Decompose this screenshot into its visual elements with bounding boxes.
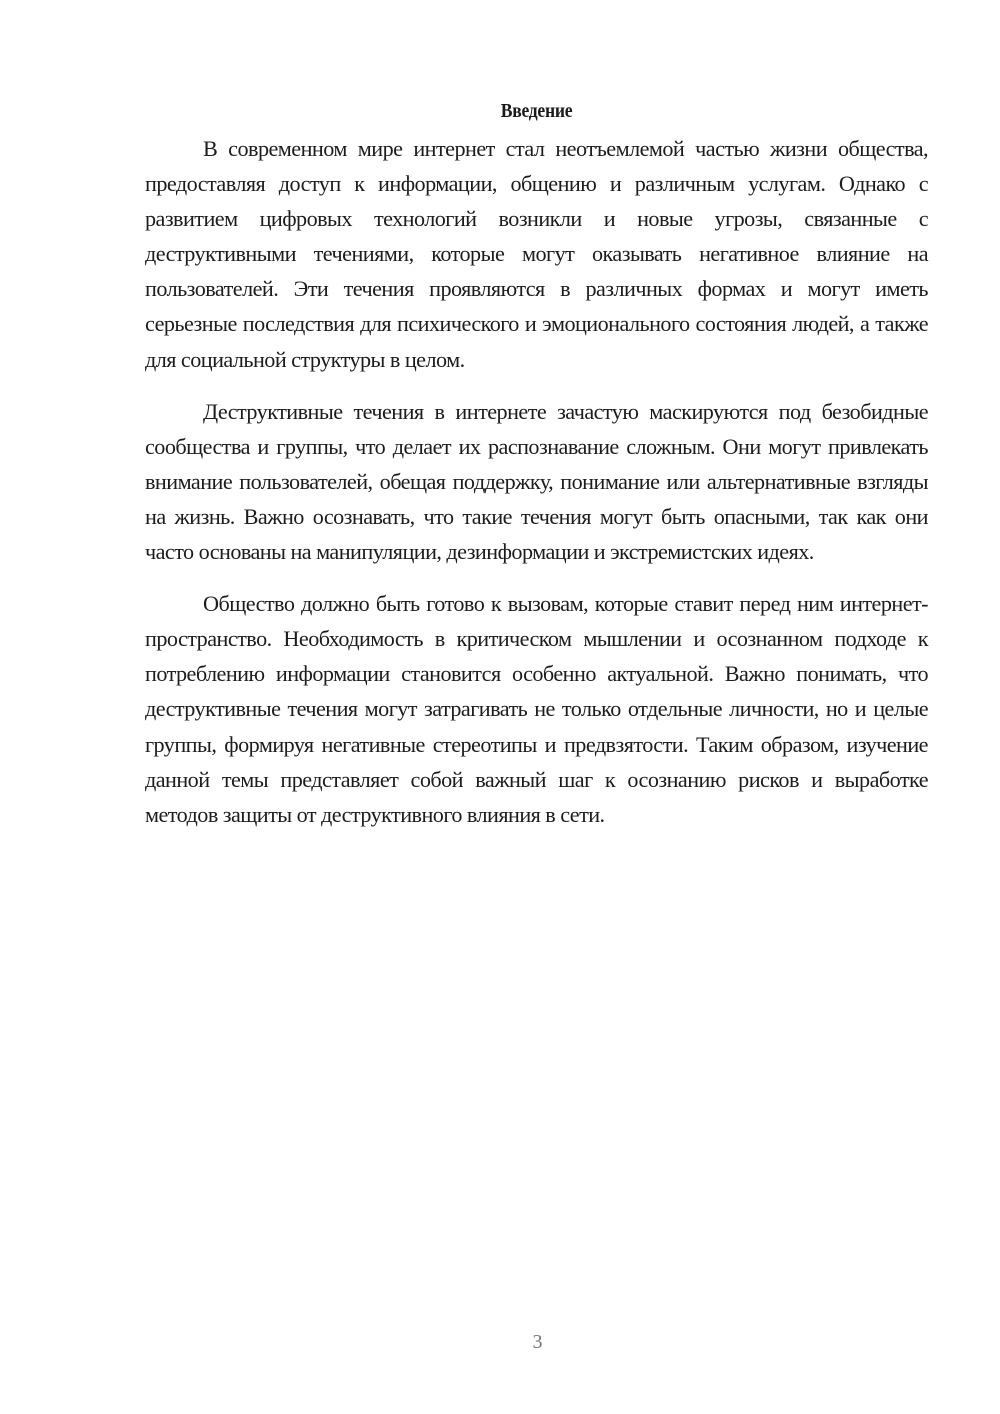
paragraph-3: Общество должно быть готово к вызовам, которые ставит перед ним интернет-пространство. Необходимость в критическом мышлении и осознанном подходе к потреблению информации становится особенно актуальной. Важно понимать, что деструктивные течения могут затрагивать не только отдельные личности, но и целые группы, формируя негативные стереотипы и предвзятости. Таким образом, изучение данной темы представляет собой важный шаг к осознанию рисков и выработке методов защиты от деструктивного влияния в сети.: [145, 591, 928, 827]
section-title: Введение: [500, 100, 573, 122]
page-number: 3: [532, 1331, 543, 1353]
paragraph-1: В современном мире интернет стал неотъемлемой частью жизни общества, предоставляя доступ к информации, общению и различным услугам. Однако с развитием цифровых технологий возникли и новые угрозы, связанные с деструктивными течениями, которые могут оказывать негативное влияние на пользователей. Эти течения проявляются в различных формах и могут иметь серьезные последствия для психического и эмоционального состояния людей, а также для социальной структуры в целом.: [145, 136, 928, 372]
paragraph-2: Деструктивные течения в интернете зачастую маскируются под безобидные сообщества и группы, что делает их распознавание сложным. Они могут привлекать внимание пользователей, обещая поддержку, понимание или альтернативные взгляды на жизнь. Важно осознавать, что такие течения могут быть опасными, так как они часто основаны на манипуляции, дезинформации и экстремистских идеях.: [145, 398, 928, 565]
page-content: [145, 96, 928, 849]
